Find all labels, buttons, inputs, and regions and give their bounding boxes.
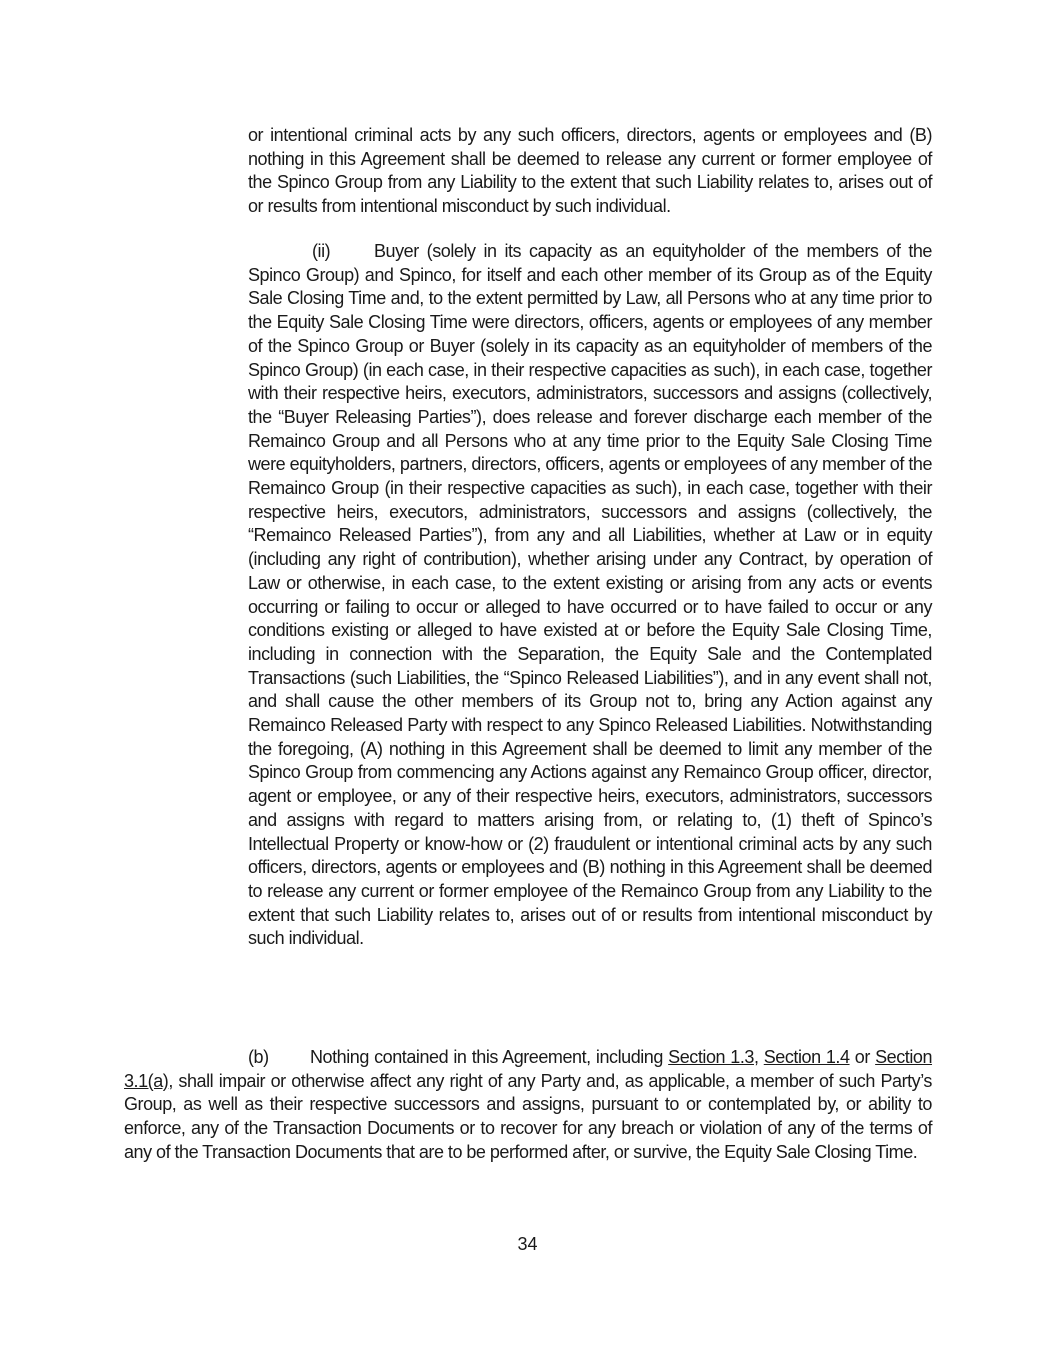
continuation-paragraph: or intentional criminal acts by any such officers, directors, agents or employees and (B) nothing in this Agreement shall be deemed to release any current or former employee of the Spinco Group from any Liability to the extent that such Liability relates to, arises out of or results from intentional misconduct by such individual.	[248, 125, 932, 217]
clause-b-text-after: , shall impair or otherwise affect any right of any Party and, as applicable, a member of such Party’s Group, as well as their respective successors and assigns, pursuant to or contemplated by, or ability to enforce, any of the Transaction Documents or to recover for any breach or violation of any of the terms of any of the Transaction Documents that are to be performed after, or survive, the Equity Sale Closing Time.	[124, 1070, 932, 1162]
clause-b-paragraph	[124, 1046, 932, 1165]
section-1-4-reference: Section 1.4	[763, 1047, 850, 1067]
clause-ii-paragraph	[248, 240, 932, 951]
section-1-3-reference: Section 1.3	[668, 1047, 754, 1067]
clause-b-separator-1: ,	[753, 1047, 764, 1067]
clause-ii-label: (ii)	[312, 241, 331, 261]
clause-b-separator-2: or	[849, 1047, 876, 1067]
clause-b-text-before: Nothing contained in this Agreement, including	[310, 1047, 669, 1067]
page-number: 34	[517, 1234, 538, 1254]
clause-b-label: (b)	[248, 1047, 269, 1067]
section-3-1-a-reference: Section 3.1(a)	[124, 1047, 933, 1091]
clause-ii-text: Buyer (solely in its capacity as an equityholder of the members of the Spinco Group) and Spinco, for itself and each other member of its Group as of the Equity Sale Closing Time and, to the extent permitted by Law, all Persons who at any time prior to the Equity Sale Closing Time were directors, officers, agents or employees of any member of the Spinco Group or Buyer (solely in its capacity as an equityholder of members of the Spinco Group) (in each case, in their respective capacities as such), in each case, together with their respective heirs, executors, administrators, successors and assigns (collectively, the “Buyer Releasing Parties”), does release and forever discharge each member of the Remainco Group and all Persons who at any time prior to the Equity Sale Closing Time were equityholders, partners, directors, officers, agents or employees of any member of the Remainco Group (in their respective capacities as such), in each case, together with their respective heirs, executors, administrators, successors and assigns (collectively, the “Remainco Released Parties”), from any and all Liabilities, whether at Law or in equity (including any right of contribution), whether arising under any Contract, by operation of Law or otherwise, in each case, to the extent existing or arising from any acts or events occurring or failing to occur or alleged to have occurred or to have failed to occur or any conditions existing or alleged to have existed at or before the Equity Sale Closing Time, including in connection with the Separation, the Equity Sale and the Contemplated Transactions (such Liabilities, the “Spinco Released Liabilities”), and in any event shall not, and shall cause the other members of its Group not to, bring any Action against any Remainco Released Party with respect to any Spinco Released Liabilities. Notwithstanding the foregoing, (A) nothing in this Agreement shall be deemed to limit any member of the Spinco Group from commencing any Actions against any Remainco Group officer, director, agent or employee, or any of their respective heirs, executors, administrators, successors and assigns with regard to matters arising from, or relating to, (1) theft of Spinco’s Intellectual Property or know-how or (2) fraudulent or intentional criminal acts by any such officers, directors, agents or employees and (B) nothing in this Agreement shall be deemed to release any current or former employee of the Remainco Group from any Liability to the extent that such Liability relates to, arises out of or results from intentional misconduct by such individual.	[248, 241, 932, 949]
